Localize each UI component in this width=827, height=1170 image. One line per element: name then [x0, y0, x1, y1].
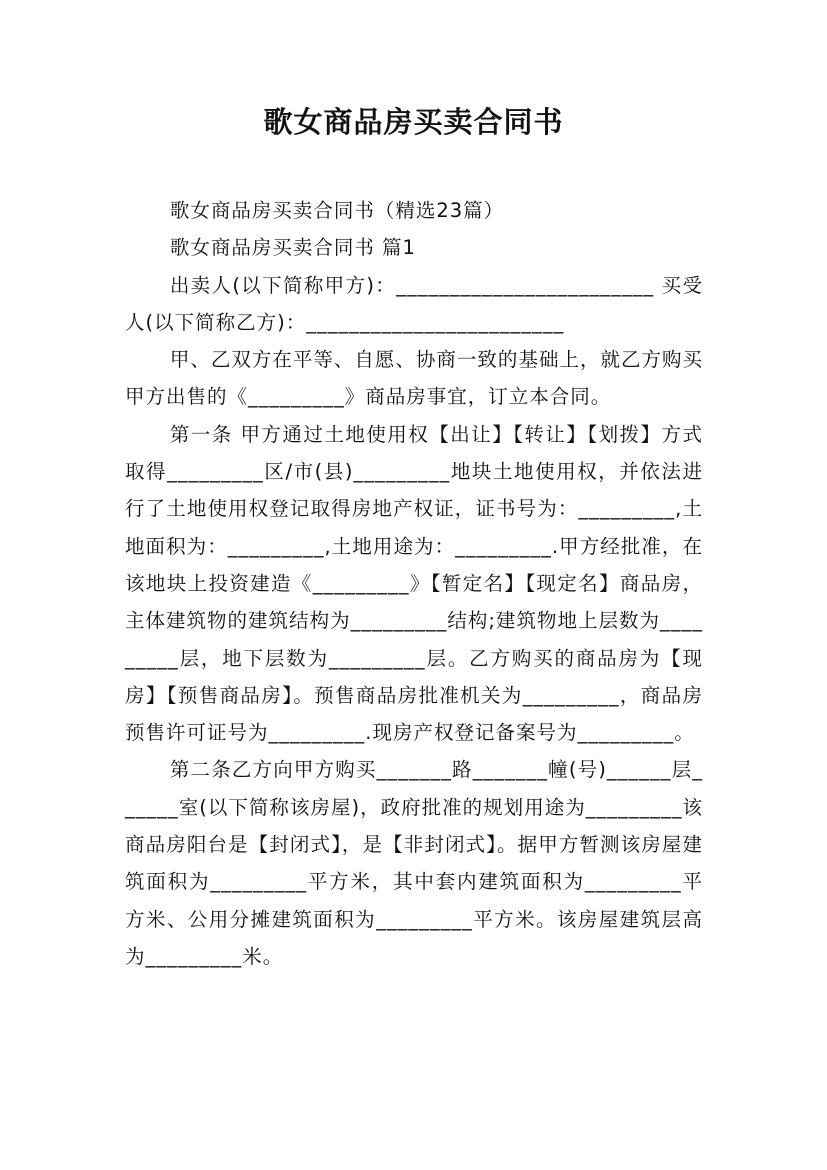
paragraph-preamble: 甲、乙双方在平等、自愿、协商一致的基础上，就乙方购买甲方出售的《_________》商品房事宜，订立本合同。 — [125, 348, 703, 409]
paragraph-article-2: 第二条乙方向甲方购买_______路_______幢(号)______层______室(以下简称该房屋)，政府批准的规划用途为_________该商品房阳台是【封闭式】，是【非封闭式】。据甲方暂测该房屋建筑面积为_________平方米，其中套内建筑面积为_________平方米、公用分摊建筑面积为_________平方米。该房屋建筑层高为_________米。 — [125, 758, 703, 968]
document-body — [125, 192, 703, 975]
paragraph-section-heading: 歌女商品房买卖合同书 篇1 — [169, 236, 416, 260]
paragraph-parties: 出卖人(以下简称甲方)：________________________ 买受人(以下简称乙方)：________________________ — [125, 273, 703, 334]
document-title: 歌女商品房买卖合同书 — [263, 105, 564, 139]
paragraph-article-1: 第一条 甲方通过土地使用权【出让】【转让】【划拨】方式取得_________区/市(县)_________地块土地使用权，并依法进行了土地使用权登记取得房地产权证，证书号为：_________,土地面积为：_________,土地用途为：_________.甲方经批准，在该地块上投资建造《_________》【暂定名】【现定名】商品房，主体建筑物的建筑结构为_________结构;建筑物地上层数为_________层，地下层数为_________层。乙方购买的商品房为【现房】【预售商品房】。预售商品房批准机关为_________，商品房预售许可证号为_________.现房产权登记备案号为_________。 — [125, 422, 703, 745]
paragraph-subtitle: 歌女商品房买卖合同书（精选23篇） — [169, 199, 505, 222]
